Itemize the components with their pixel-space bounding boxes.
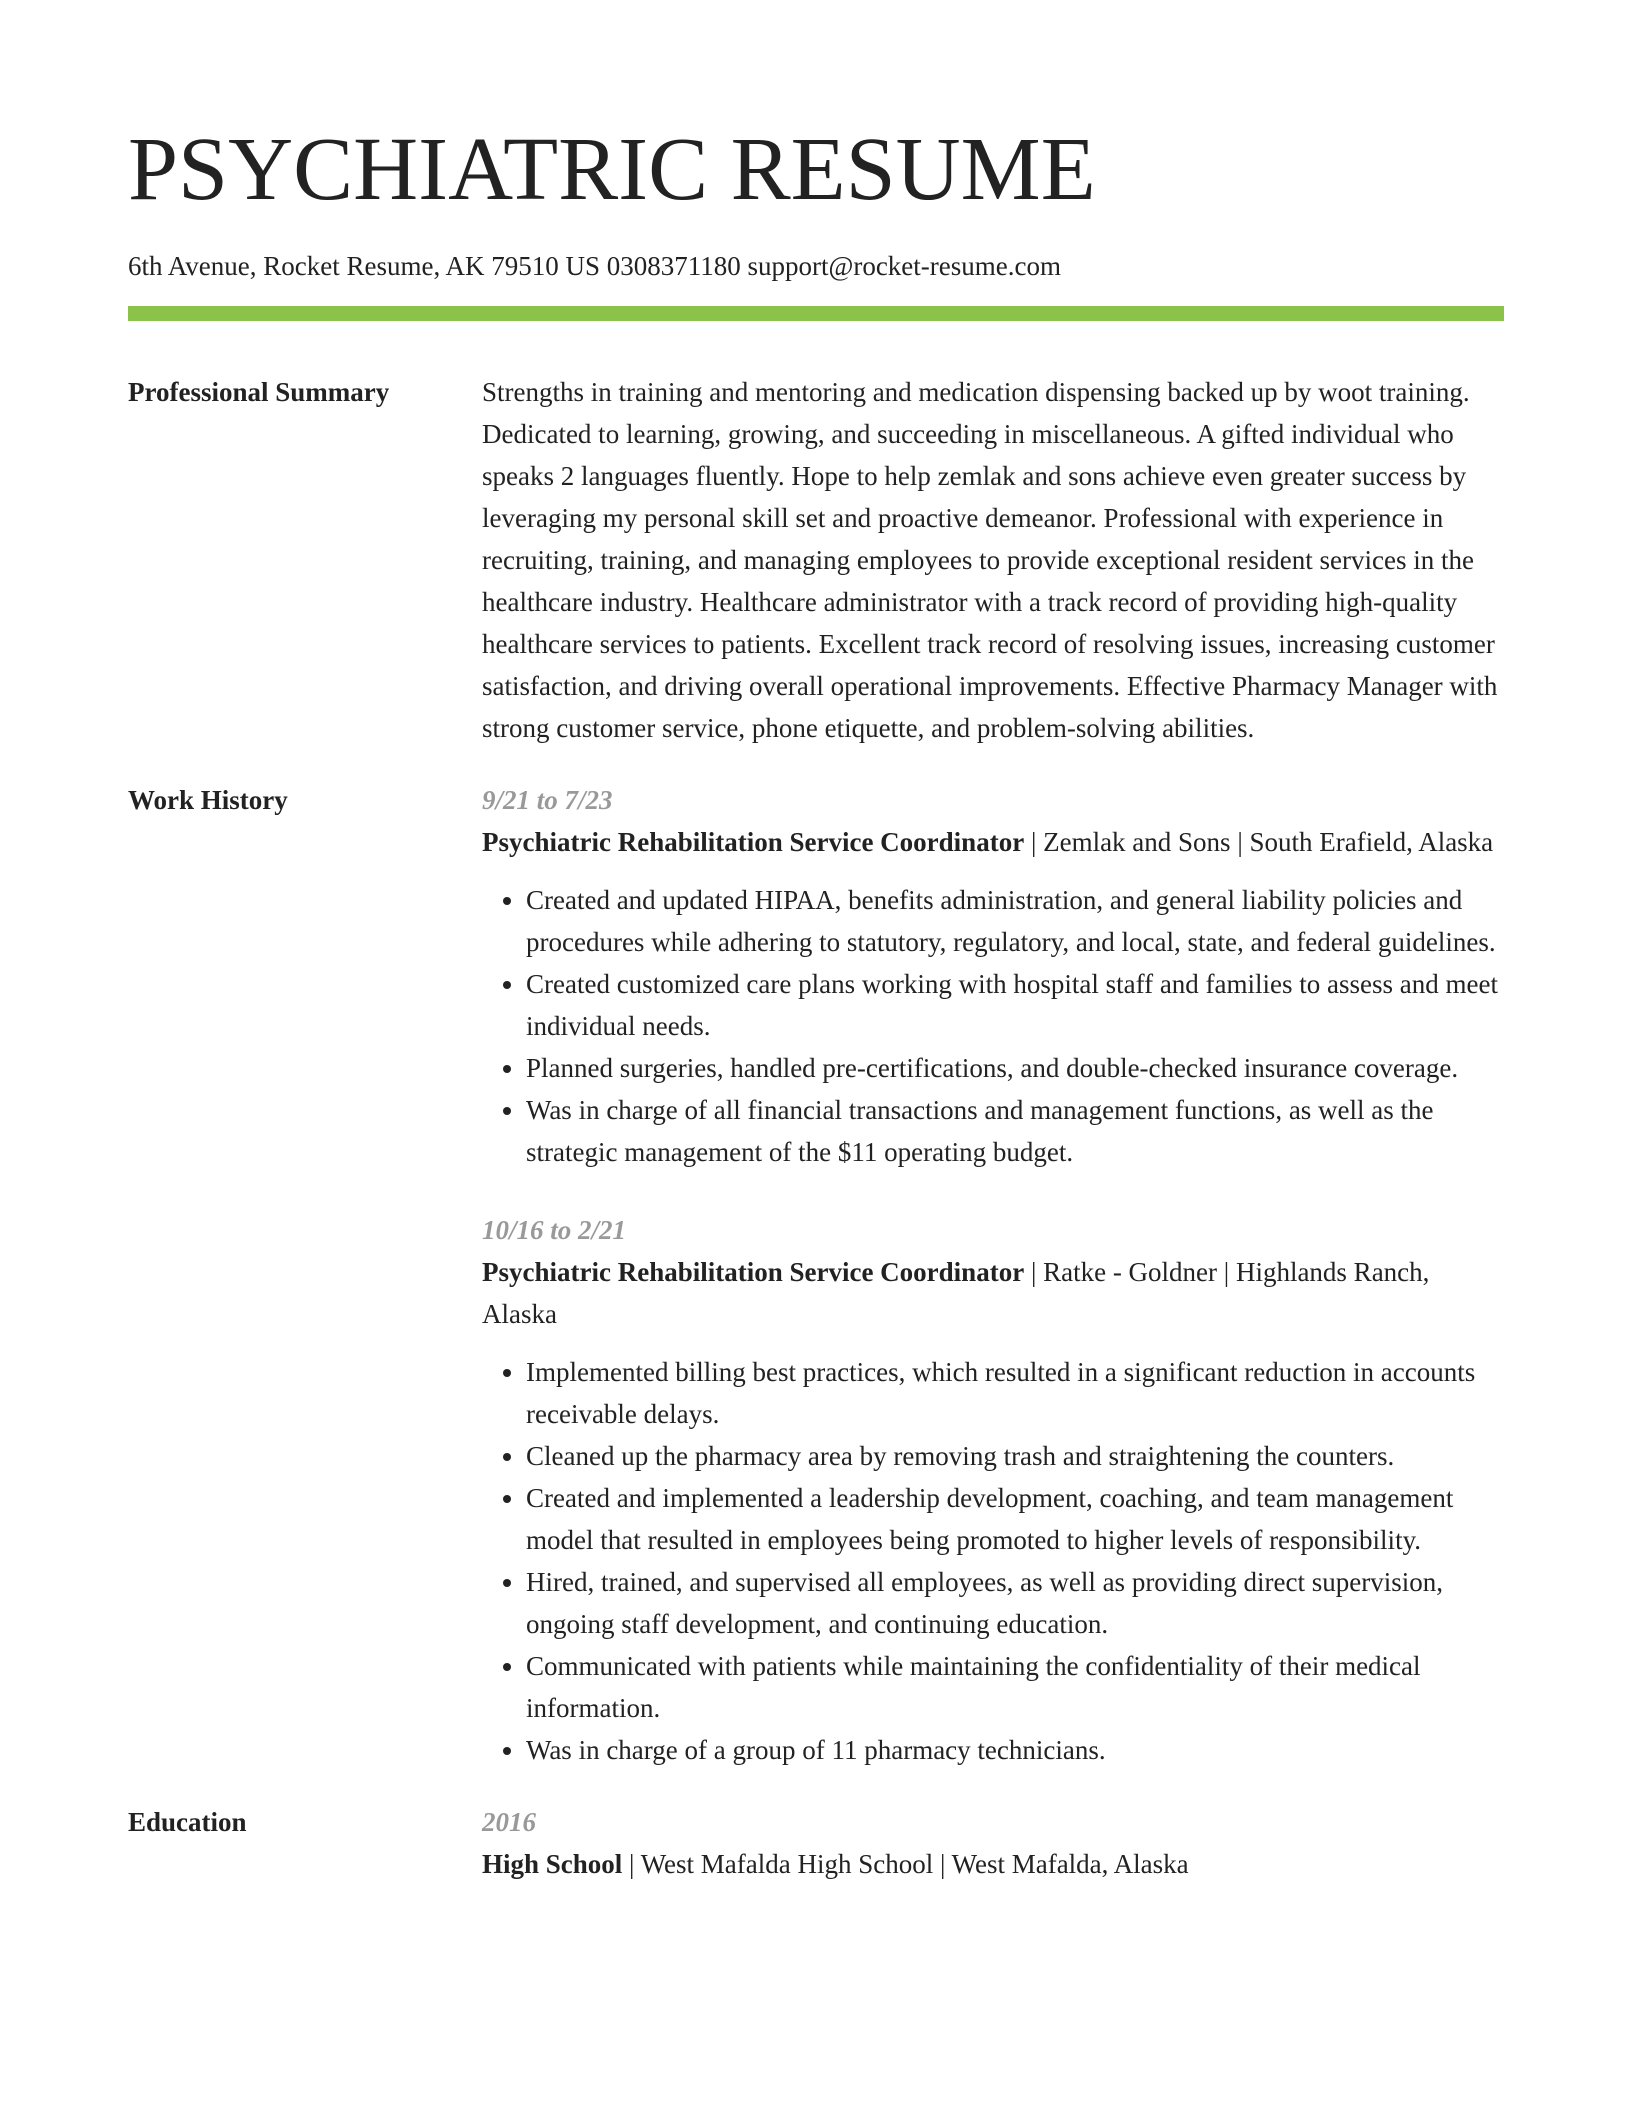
accent-divider xyxy=(128,306,1504,321)
job-title: Psychiatric Rehabilitation Service Coordinator xyxy=(482,1257,1025,1287)
work-history-heading: Work History xyxy=(128,785,288,815)
summary-section xyxy=(128,371,1504,749)
education-details: | West Mafalda High School | West Mafalda, Alaska xyxy=(622,1849,1189,1879)
summary-heading: Professional Summary xyxy=(128,377,390,407)
job-bullet: • Was in charge of a group of 11 pharmacy technicians. xyxy=(526,1729,1504,1771)
job-details: | Zemlak and Sons | South Erafield, Alaska xyxy=(1024,827,1494,857)
job-bullet: • Cleaned up the pharmacy area by removing trash and straightening the counters. xyxy=(526,1435,1504,1477)
job-bullet: • Hired, trained, and supervised all employees, as well as providing direct supervision, ongoing staff development, and continuing education. xyxy=(526,1561,1504,1645)
job-bullet: • Created customized care plans working with hospital staff and families to assess and meet individual needs. xyxy=(526,963,1504,1047)
education-date: 2016 xyxy=(482,1807,536,1837)
education-heading-line xyxy=(482,1843,1504,1885)
job-heading xyxy=(482,821,1504,863)
job-bullet: • Planned surgeries, handled pre-certifications, and double-checked insurance coverage. xyxy=(526,1047,1504,1089)
job-entry xyxy=(482,779,1504,1173)
contact-info: 6th Avenue, Rocket Resume, AK 79510 US 0308371180 support@rocket-resume.com xyxy=(128,251,1061,281)
job-bullet: • Communicated with patients while maintaining the confidentiality of their medical information. xyxy=(526,1645,1504,1729)
job-title: Psychiatric Rehabilitation Service Coordinator xyxy=(482,827,1025,857)
job-details: | Ratke - Goldner | Highlands Ranch, Alaska xyxy=(482,1257,1430,1329)
job-dates: 9/21 to 7/23 xyxy=(482,785,613,815)
job-bullet: • Implemented billing best practices, which resulted in a significant reduction in accounts receivable delays. xyxy=(526,1351,1504,1435)
job-entry xyxy=(482,1209,1504,1771)
job-bullets xyxy=(482,1351,1504,1771)
education-section xyxy=(128,1801,1504,1885)
education-heading: Education xyxy=(128,1807,247,1837)
job-dates: 10/16 to 2/21 xyxy=(482,1215,627,1245)
job-bullet: • Created and updated HIPAA, benefits administration, and general liability policies and procedures while adhering to statutory, regulatory, and local, state, and federal guidelines. xyxy=(526,879,1504,963)
job-heading xyxy=(482,1251,1504,1335)
education-degree: High School xyxy=(482,1849,623,1879)
resume-title: PSYCHIATRIC RESUME xyxy=(128,120,1096,219)
summary-text: Strengths in training and mentoring and medication dispensing backed up by woot training. Dedicated to learning, growing, and succeeding in miscellaneous. A gifted individual who speaks 2 languages fluently. Hope to help zemlak and sons achieve even greater success by leveraging my personal skill set and proactive demeanor. Professional with experience in recruiting, training, and managing employees to provide exceptional resident services in the healthcare industry. Healthcare administrator with a track record of providing high-quality healthcare services to patients. Excellent track record of resolving issues, increasing customer satisfaction, and driving overall operational improvements. Effective Pharmacy Manager with strong customer service, phone etiquette, and problem-solving abilities. xyxy=(482,377,1498,743)
job-bullets xyxy=(482,879,1504,1173)
job-bullet: • Was in charge of all financial transactions and management functions, as well as the strategic management of the $11 operating budget. xyxy=(526,1089,1504,1173)
work-history-section xyxy=(128,779,1504,1771)
job-bullet: • Created and implemented a leadership development, coaching, and team management model that resulted in employees being promoted to higher levels of responsibility. xyxy=(526,1477,1504,1561)
